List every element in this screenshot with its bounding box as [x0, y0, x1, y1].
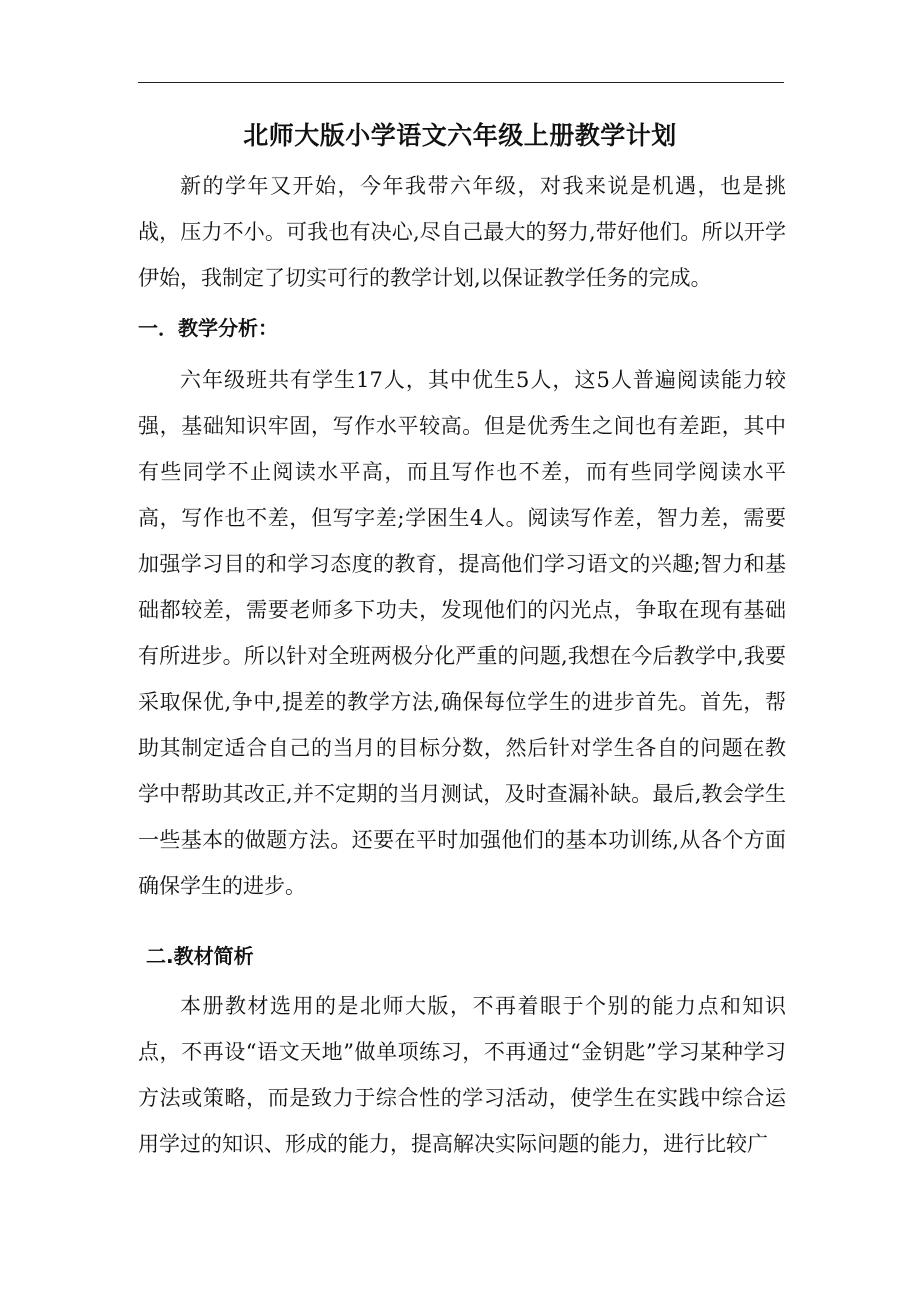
header-rule: [138, 82, 784, 83]
section-heading-textbook-analysis: 二.教材简析: [146, 944, 254, 968]
teaching-analysis-paragraph: 六年级班共有学生17人，其中优生5人，这5人普遍阅读能力较强，基础知识牢固，写作水平较高。但是优秀生之间也有差距，其中有些同学不止阅读水平高，而且写作也不差，而有些同学阅读水平高，写作也不差，但写字差;学困生4人。阅读写作差，智力差，需要加强学习目的和学习态度的教育，提高他们学习语文的兴趣;智力和基础都较差，需要老师多下功夫，发现他们的闪光点，争取在现有基础有所进步。所以针对全班两极分化严重的问题,我想在今后教学中,我要采取保优,争中,提差的教学方法,确保每位学生的进步首先。首先，帮助其制定适合自己的当月的目标分数，然后针对学生各自的问题在教学中帮助其改正,并不定期的当月测试，及时查漏补缺。最后,教会学生一些基本的做题方法。还要在平时加强他们的基本功训练,从各个方面确保学生的进步。: [138, 368, 786, 898]
section-heading-teaching-analysis: 一．教学分析：: [138, 316, 278, 340]
intro-paragraph: 新的学年又开始，今年我带六年级，对我来说是机遇，也是挑战，压力不小。可我也有决心,尽自己最大的努力,带好他们。所以开学伊始，我制定了切实可行的教学计划,以保证教学任务的完成。: [138, 174, 786, 290]
textbook-analysis-paragraph: 本册教材选用的是北师大版，不再着眼于个别的能力点和知识点，不再设“语文天地”做单项练习，不再通过“金钥匙”学习某种学习方法或策略，而是致力于综合性的学习活动，使学生在实践中综合运用学过的知识、形成的能力，提高解决实际问题的能力，进行比较广: [138, 994, 786, 1156]
document-title: 北师大版小学语文六年级上册教学计划: [243, 121, 677, 150]
